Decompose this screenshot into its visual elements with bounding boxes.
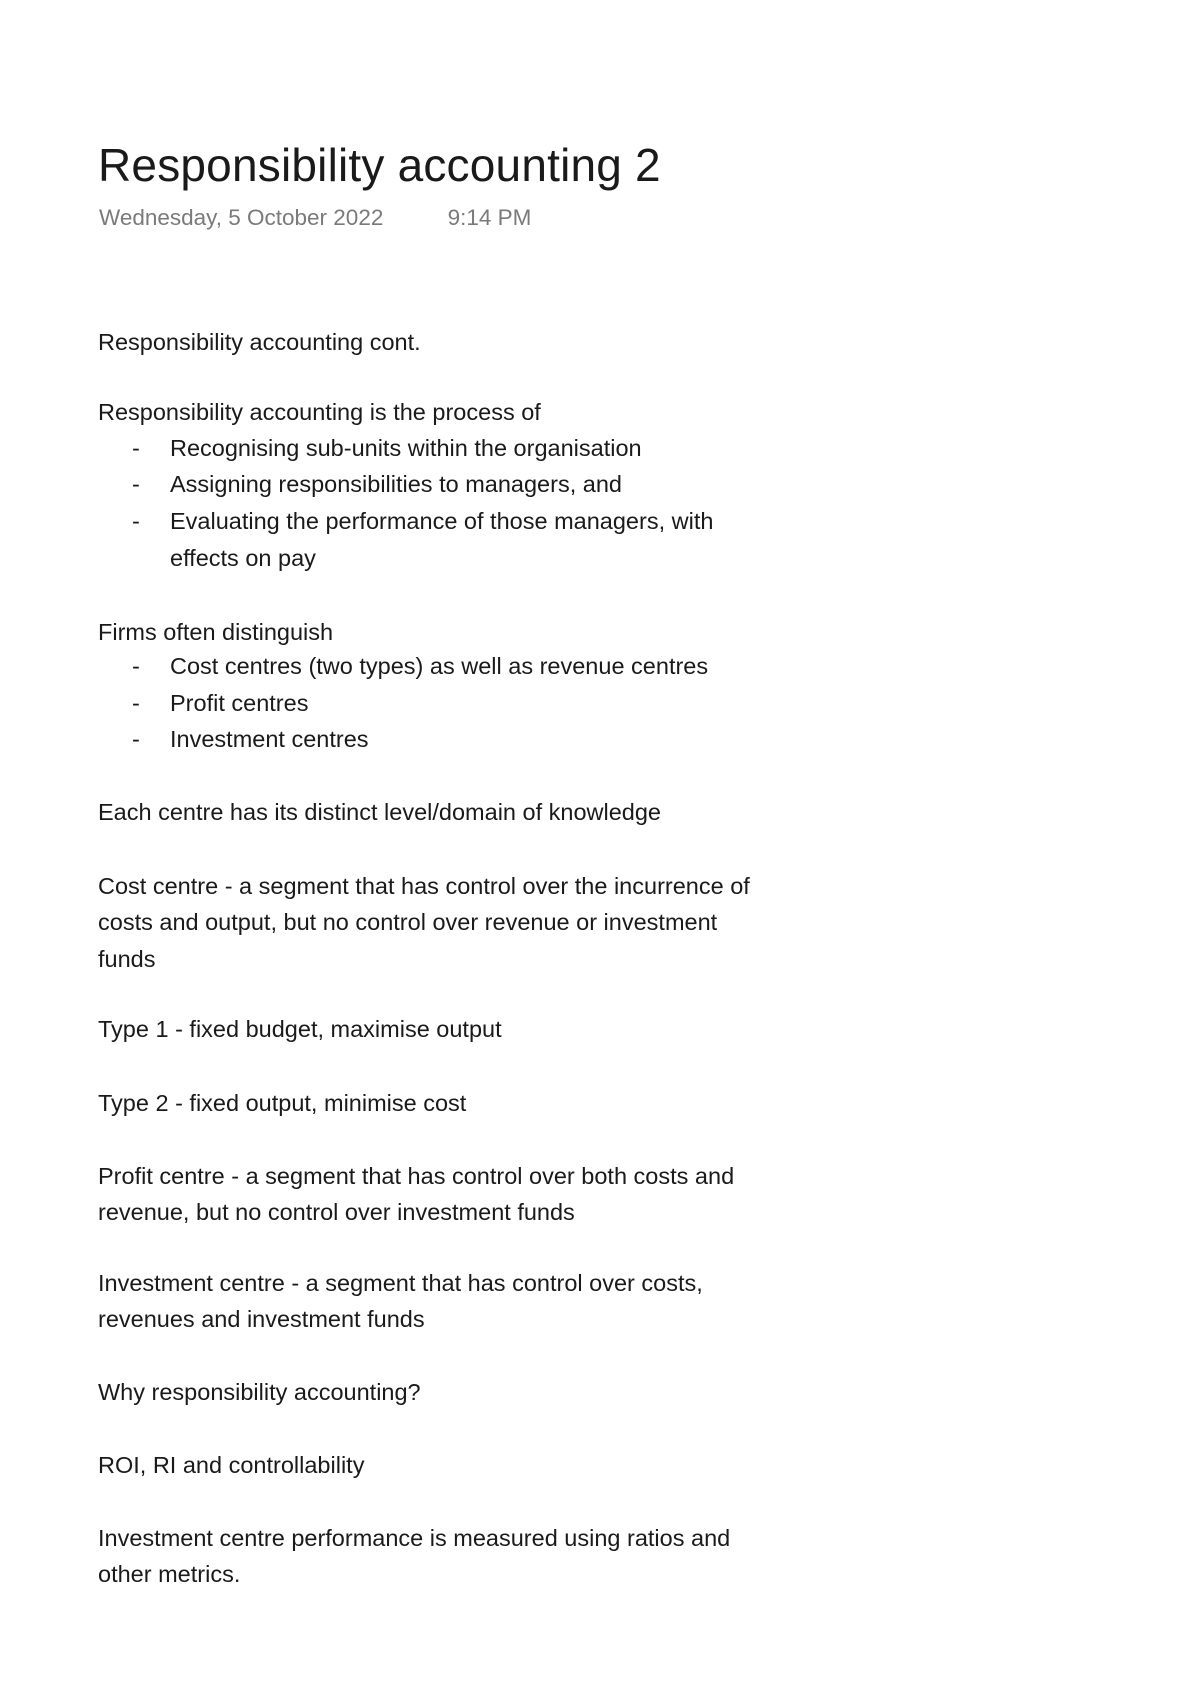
bullet-marker: -	[132, 471, 140, 497]
profit-centre-line: revenue, but no control over investment funds	[98, 1199, 575, 1225]
profit-centre-line: Profit centre - a segment that has control over both costs and	[98, 1163, 735, 1189]
list-item-text: Evaluating the performance of those managers, with	[170, 508, 714, 534]
list-item-text: Recognising sub-units within the organisation	[170, 435, 642, 461]
list-item-text: Profit centres	[170, 690, 309, 716]
investment-centre-line: Investment centre - a segment that has control over costs,	[98, 1270, 703, 1296]
type2-line: Type 2 - fixed output, minimise cost	[98, 1090, 467, 1116]
firms-heading: Firms often distinguish	[98, 619, 334, 645]
note-date: Wednesday, 5 October 2022	[99, 205, 384, 230]
list-item-text: Assigning responsibilities to managers, and	[170, 471, 622, 497]
list-item-text: Investment centres	[170, 726, 369, 752]
investment-centre-line: revenues and investment funds	[98, 1306, 425, 1332]
intro-line: Responsibility accounting cont.	[98, 329, 421, 355]
cost-centre-line: Cost centre - a segment that has control over the incurrence of	[98, 873, 750, 899]
measured-line: other metrics.	[98, 1561, 241, 1587]
bullet-marker: -	[132, 726, 140, 752]
cost-centre-line: costs and output, but no control over revenue or investment	[98, 909, 718, 935]
note-time: 9:14 PM	[447, 205, 532, 230]
knowledge-line: Each centre has its distinct level/domain of knowledge	[98, 799, 662, 825]
bullet-marker: -	[132, 435, 140, 461]
page-title: Responsibility accounting 2	[98, 139, 661, 191]
bullet-marker: -	[132, 508, 140, 534]
process-heading: Responsibility accounting is the process of	[98, 399, 541, 425]
type1-line: Type 1 - fixed budget, maximise output	[98, 1016, 502, 1042]
list-item-text: effects on pay	[170, 545, 316, 571]
roi-line: ROI, RI and controllability	[98, 1452, 365, 1478]
bullet-marker: -	[132, 653, 140, 679]
note-timestamp	[99, 205, 531, 231]
bullet-marker: -	[132, 690, 140, 716]
cost-centre-line: funds	[98, 946, 156, 972]
why-line: Why responsibility accounting?	[98, 1379, 421, 1405]
measured-line: Investment centre performance is measured using ratios and	[98, 1525, 731, 1551]
list-item-text: Cost centres (two types) as well as revenue centres	[170, 653, 709, 679]
